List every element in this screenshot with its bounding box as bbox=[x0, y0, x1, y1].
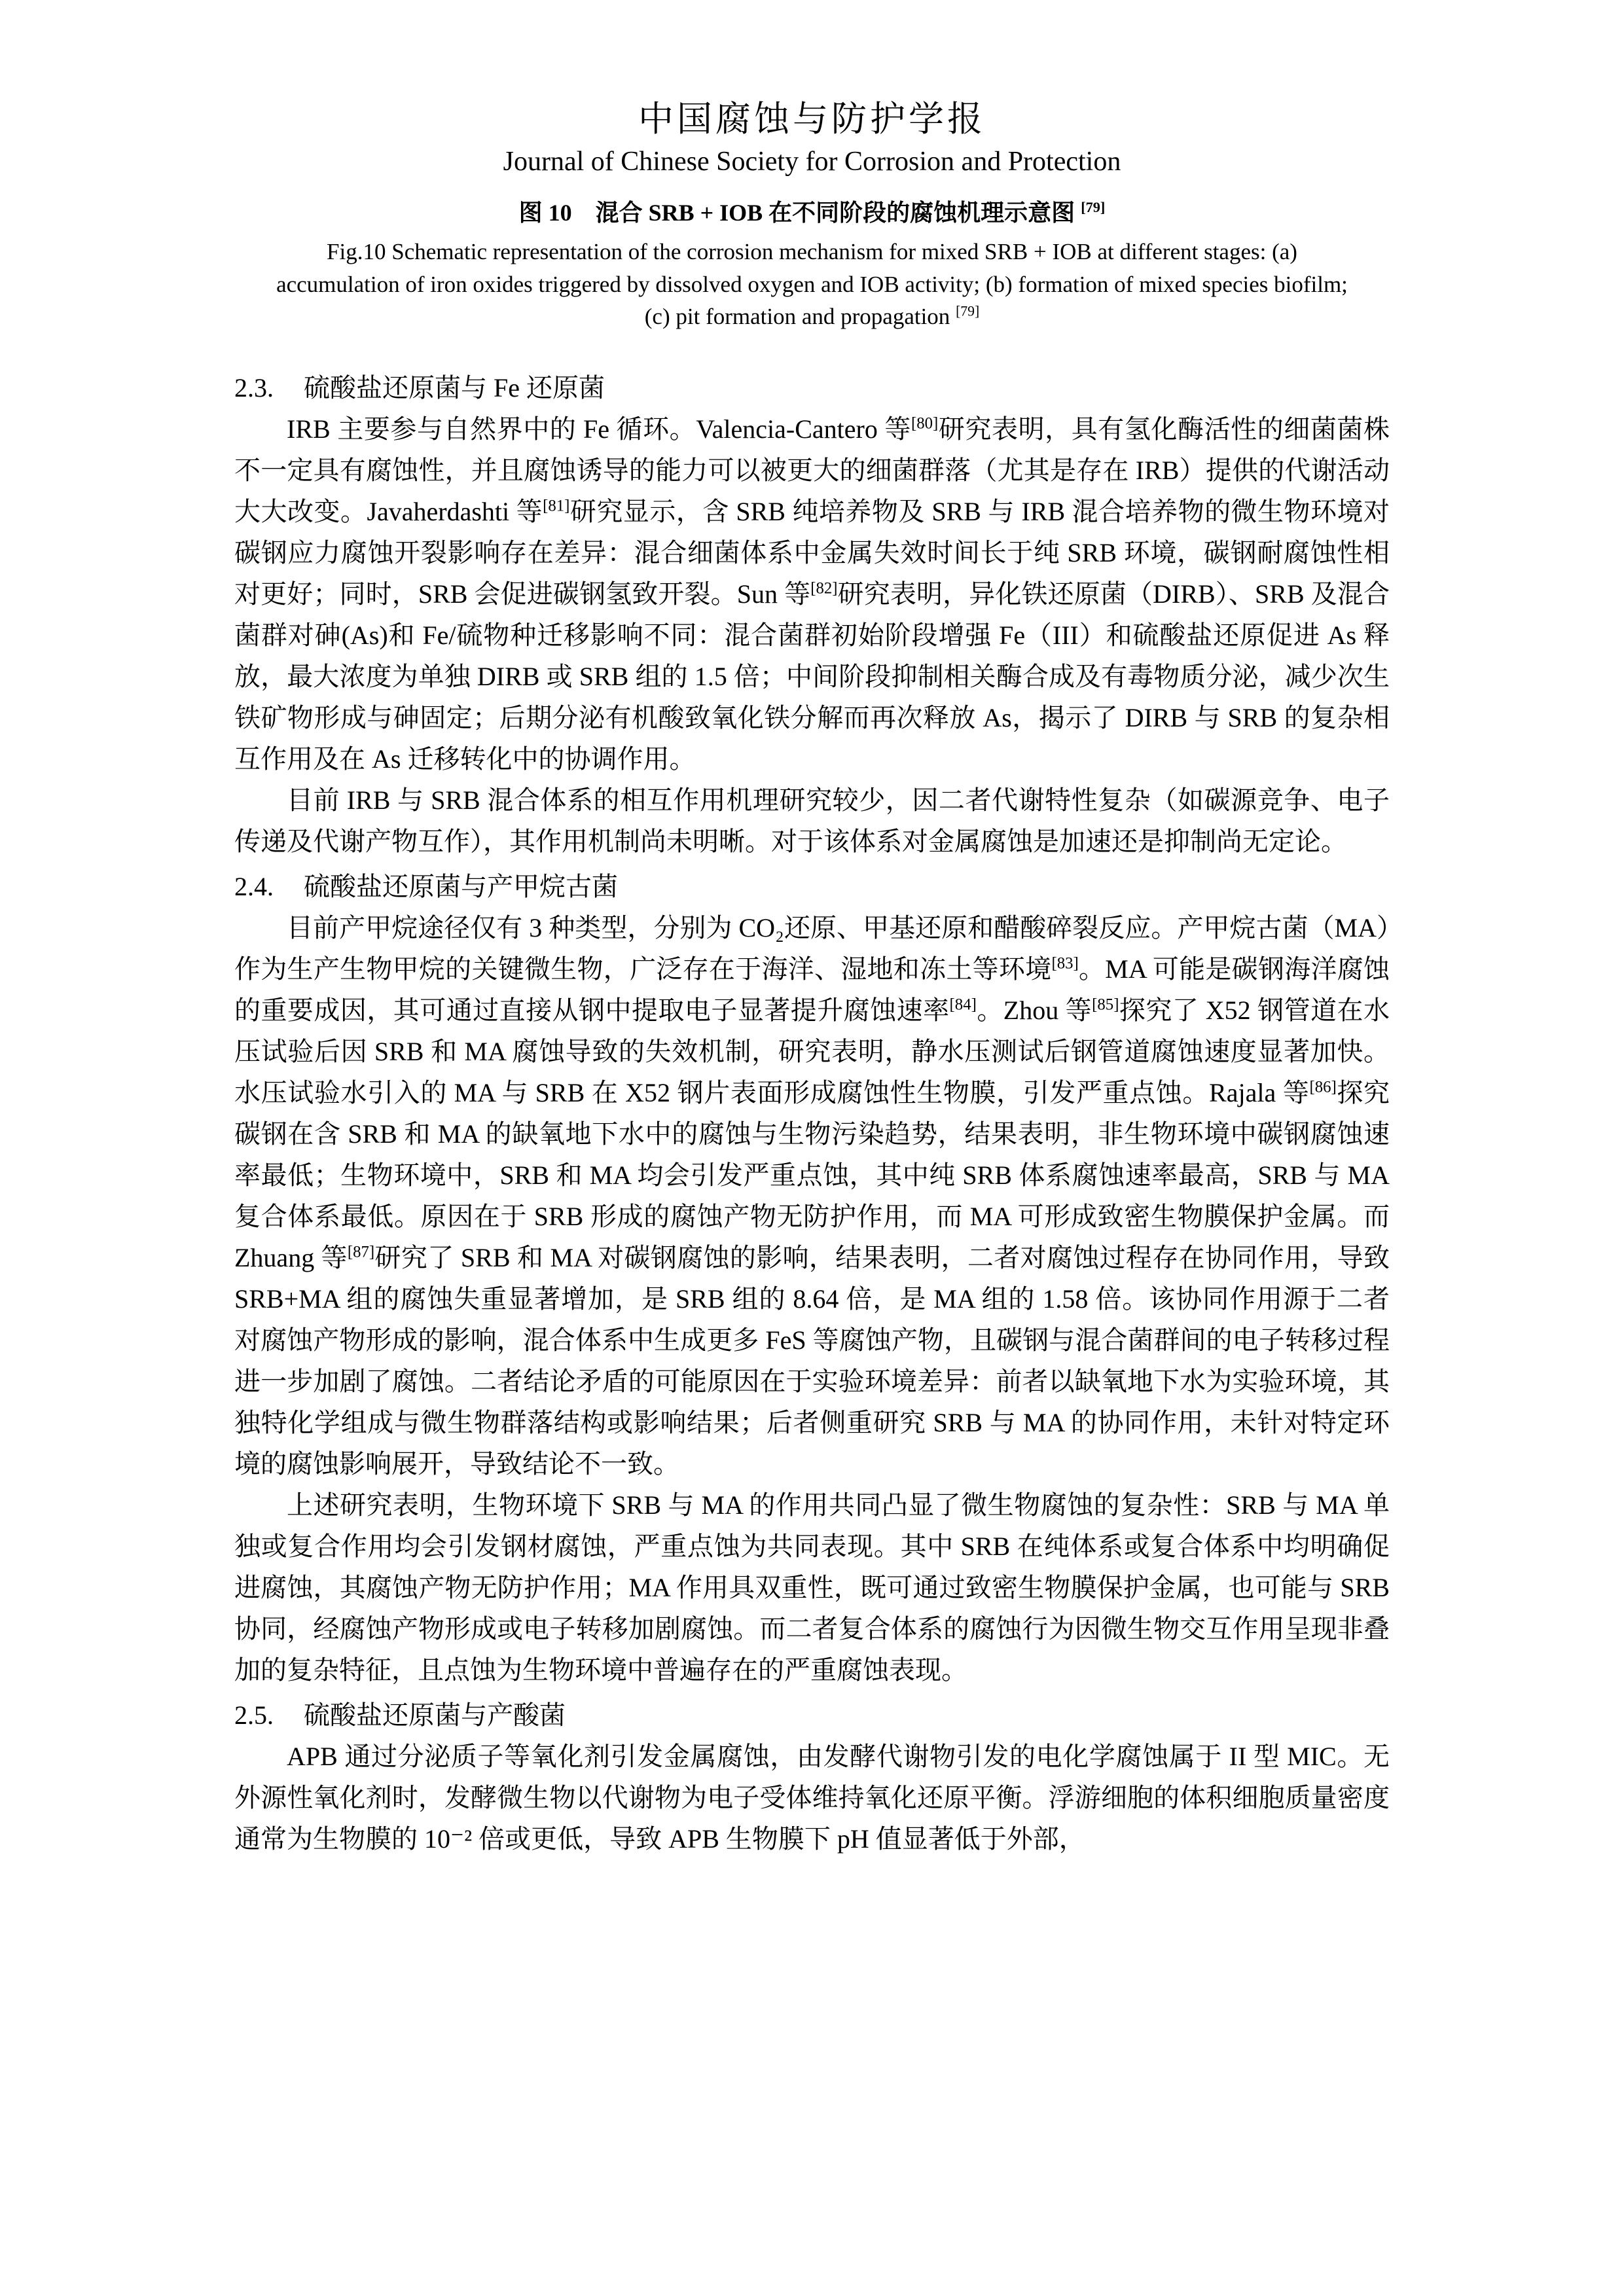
figure-caption-block bbox=[234, 197, 1390, 333]
section-2-5 bbox=[234, 1695, 1390, 1859]
paragraph: 目前产甲烷途径仅有 3 种类型，分别为 CO₂还原、甲基还原和醋酸碎裂反应。产甲烷古菌（MA）作为生产生物甲烷的关键微生物，广泛存在于海洋、湿地和冻土等环境[83]。MA 可能是碳钢海洋腐蚀的重要成因，其可通过直接从钢中提取电子显著提升腐蚀速率[84]。Zhou 等[85]探究了 X52 钢管道在水压试验后因 SRB 和 MA 腐蚀导致的失效机制，研究表明，静水压测试后钢管道腐蚀速度显著加快。水压试验水引入的 MA 与 SRB 在 X52 钢片表面形成腐蚀性生物膜，引发严重点蚀。Rajala 等[86]探究碳钢在含 SRB 和 MA 的缺氧地下水中的腐蚀与生物污染趋势，结果表明，非生物环境中碳钢腐蚀速率最低；生物环境中，SRB 和 MA 均会引发严重点蚀，其中纯 SRB 体系腐蚀速率最高，SRB 与 MA 复合体系最低。原因在于 SRB 形成的腐蚀产物无防护作用，而 MA 可形成致密生物膜保护金属。而 Zhuang 等[87]研究了 SRB 和 MA 对碳钢腐蚀的影响，结果表明，二者对腐蚀过程存在协同作用，导致 SRB+MA 组的腐蚀失重显著增加，是 SRB 组的 8.64 倍，是 MA 组的 1.58 倍。该协同作用源于二者对腐蚀产物形成的影响，混合体系中生成更多 FeS 等腐蚀产物，且碳钢与混合菌群间的电子转移过程进一步加剧了腐蚀。二者结论矛盾的可能原因在于实验环境差异：前者以缺氧地下水为实验环境，其独特化学组成与微生物群落结构或影响结果；后者侧重研究 SRB 与 MA 的协同作用，未针对特定环境的腐蚀影响展开，导致结论不一致。 bbox=[234, 912, 1390, 1479]
section-heading-2-3 bbox=[234, 367, 1390, 408]
section-title: 硫酸盐还原菌与 Fe 还原菌 bbox=[304, 372, 605, 403]
section-heading-2-5 bbox=[234, 1695, 1390, 1736]
paragraph: 目前 IRB 与 SRB 混合体系的相互作用机理研究较少，因二者代谢特性复杂（如碳源竞争、电子传递及代谢产物互作），其作用机制尚未明晰。对于该体系对金属腐蚀是加速还是抑制尚无定论。 bbox=[234, 785, 1390, 856]
section-number: 2.4. bbox=[234, 871, 274, 901]
section-2-4 bbox=[234, 866, 1390, 1691]
figure-caption-en: Fig.10 Schematic representation of the corrosion mechanism for mixed SRB + IOB at different stages: (a) accumulation of iron oxides triggered by dissolved oxygen and IOB activity; (b) formation of mixed species biofilm; (c) pit formation and propagation [79] bbox=[276, 238, 1348, 330]
journal-title-en: Journal of Chinese Society for Corrosion and Protection bbox=[503, 146, 1121, 177]
section-title: 硫酸盐还原菌与产甲烷古菌 bbox=[304, 871, 618, 901]
page-content bbox=[234, 0, 1390, 1859]
section-heading-2-4 bbox=[234, 866, 1390, 907]
section-number: 2.5. bbox=[234, 1700, 274, 1730]
section-2-3 bbox=[234, 367, 1390, 862]
paragraph: IRB 主要参与自然界中的 Fe 循环。Valencia-Cantero 等[80]研究表明，具有氢化酶活性的细菌菌株不一定具有腐蚀性，并且腐蚀诱导的能力可以被更大的细菌群落（尤其是存在 IRB）提供的代谢活动大大改变。Javaherdashti 等[81]研究显示，含 SRB 纯培养物及 SRB 与 IRB 混合培养物的微生物环境对碳钢应力腐蚀开裂影响存在差异：混合细菌体系中金属失效时间长于纯 SRB 环境，碳钢耐腐蚀性相对更好；同时，SRB 会促进碳钢氢致开裂。Sun 等[82]研究表明，异化铁还原菌（DIRB）、SRB 及混合菌群对砷(As)和 Fe/硫物种迁移影响不同：混合菌群初始阶段增强 Fe（III）和硫酸盐还原促进 As 释放，最大浓度为单独 DIRB 或 SRB 组的 1.5 倍；中间阶段抑制相关酶合成及有毒物质分泌，减少次生铁矿物形成与砷固定；后期分泌有机酸致氧化铁分解而再次释放 As，揭示了 DIRB 与 SRB 的复杂相互作用及在 As 迁移转化中的协调作用。 bbox=[234, 414, 1390, 774]
figure-caption-zh: 图 10 混合 SRB + IOB 在不同阶段的腐蚀机理示意图 [79] bbox=[518, 199, 1106, 226]
paragraph: 上述研究表明，生物环境下 SRB 与 MA 的作用共同凸显了微生物腐蚀的复杂性：SRB 与 MA 单独或复合作用均会引发钢材腐蚀，严重点蚀为共同表现。其中 SRB 在纯体系或复合体系中均明确促进腐蚀，其腐蚀产物无防护作用；MA 作用具双重性，既可通过致密生物膜保护金属，也可能与 SRB 协同，经腐蚀产物形成或电子转移加剧腐蚀。而二者复合体系的腐蚀行为因微生物交互作用呈现非叠加的复杂特征，且点蚀为生物环境中普遍存在的严重腐蚀表现。 bbox=[234, 1490, 1390, 1685]
section-number: 2.3. bbox=[234, 372, 274, 403]
article-body bbox=[234, 367, 1390, 1859]
journal-title-zh: 中国腐蚀与防护学报 bbox=[638, 99, 986, 139]
paragraph: APB 通过分泌质子等氧化剂引发金属腐蚀，由发酵代谢物引发的电化学腐蚀属于 II 型 MIC。无外源性氧化剂时，发酵微生物以代谢物为电子受体维持氧化还原平衡。浮游细胞的体积细胞质量密度通常为生物膜的 10⁻² 倍或更低，导致 APB 生物膜下 pH 值显著低于外部， bbox=[234, 1741, 1390, 1854]
page-header bbox=[234, 98, 1390, 179]
section-title: 硫酸盐还原菌与产酸菌 bbox=[304, 1700, 566, 1730]
